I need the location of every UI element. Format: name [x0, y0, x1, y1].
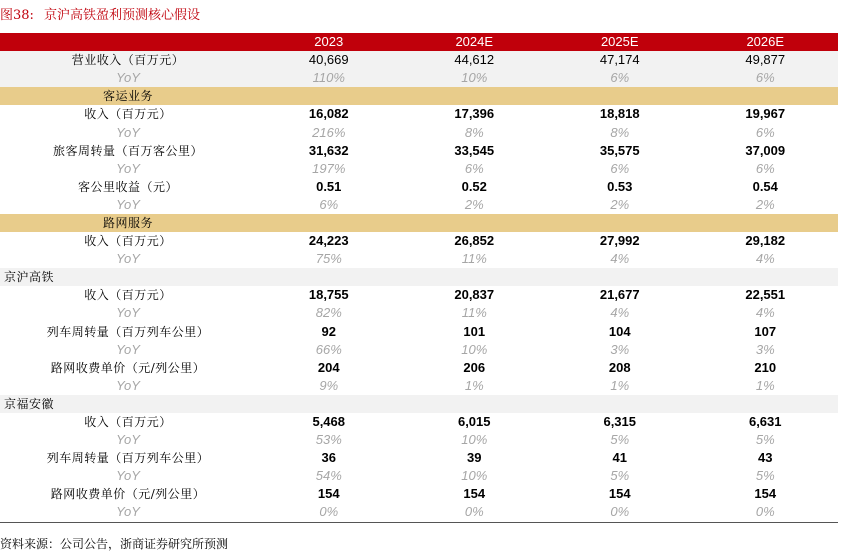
yoy-value-cell: 75% — [315, 251, 342, 267]
yoy-value-cell: 4% — [755, 305, 775, 321]
section-empty-cell — [256, 87, 402, 105]
section-empty-cell — [402, 87, 548, 105]
yoy-value-cell: 0% — [693, 503, 839, 522]
section-empty-cell — [693, 214, 839, 232]
metric-value-cell: 41 — [612, 450, 627, 466]
metric-value-cell: 39 — [467, 450, 482, 466]
yoy-value-cell: 6% — [464, 160, 484, 176]
yoy-value-cell: 10% — [402, 69, 548, 87]
metric-label: 营业收入（百万元） — [0, 51, 256, 69]
yoy-label: YoY — [116, 196, 140, 212]
forecast-table — [0, 33, 838, 523]
metric-value-cell: 6,631 — [748, 414, 782, 430]
yoy-value-cell: 11% — [461, 305, 487, 321]
metric-row — [0, 286, 838, 304]
yoy-value-cell: 0% — [547, 503, 693, 522]
metric-row — [0, 413, 838, 431]
metric-row — [0, 449, 838, 467]
yoy-label: YoY — [116, 305, 140, 321]
metric-value-cell: 18,755 — [308, 287, 349, 303]
metric-value-cell: 43 — [758, 450, 773, 466]
metric-label: 收入（百万元） — [84, 415, 172, 430]
yoy-value-cell: 110% — [256, 69, 402, 87]
yoy-value-cell: 4% — [755, 251, 775, 267]
metric-label: 收入（百万元） — [84, 288, 172, 303]
yoy-row — [0, 69, 838, 87]
yoy-value-cell: 6% — [319, 196, 339, 212]
yoy-value-cell: 8% — [464, 124, 484, 140]
yoy-value-cell: 6% — [693, 69, 839, 87]
metric-value-cell: 92 — [321, 323, 336, 339]
metric-value-cell: 6,015 — [457, 414, 491, 430]
section-empty-cell — [693, 87, 839, 105]
metric-label: 收入（百万元） — [84, 107, 172, 122]
figure-title-text: 京沪高铁盈利预测核心假设 — [43, 8, 200, 23]
header-year-cell: 2025E — [547, 33, 693, 51]
metric-value-cell: 27,992 — [599, 233, 640, 249]
yoy-row — [0, 196, 838, 214]
metric-value-cell: 210 — [754, 359, 777, 375]
figure-number: 图38: — [0, 8, 34, 23]
metric-label: 旅客周转量（百万客公里） — [52, 143, 203, 158]
metric-row — [0, 178, 838, 196]
yoy-value-cell: 2% — [464, 196, 484, 212]
metric-value-cell: 154 — [608, 486, 631, 502]
yoy-row — [0, 431, 838, 449]
yoy-value-cell: 1% — [610, 377, 630, 393]
yoy-label: YoY — [116, 341, 140, 357]
metric-value-cell: 0.52 — [461, 178, 487, 194]
metric-value-cell: 24,223 — [308, 233, 349, 249]
metric-value-cell: 40,669 — [256, 51, 402, 69]
metric-value-cell: 104 — [608, 323, 631, 339]
yoy-value-cell: 6% — [610, 160, 630, 176]
yoy-value-cell: 3% — [755, 341, 775, 357]
yoy-row — [0, 341, 838, 359]
metric-value-cell: 5,468 — [312, 414, 346, 430]
yoy-value-cell: 53% — [315, 432, 342, 448]
section-empty-cell — [547, 268, 693, 286]
metric-value-cell: 6,315 — [603, 414, 637, 430]
yoy-row — [0, 503, 838, 522]
figure-title — [0, 4, 200, 26]
section-label: 京沪高铁 — [0, 268, 256, 286]
yoy-value-cell: 1% — [464, 377, 484, 393]
metric-row — [0, 323, 838, 341]
section-header-row — [0, 395, 838, 413]
section-label: 京福安徽 — [0, 395, 256, 413]
yoy-value-cell: 197% — [312, 160, 346, 176]
yoy-row — [0, 304, 838, 322]
yoy-value-cell: 8% — [610, 124, 630, 140]
metric-value-cell: 44,612 — [402, 51, 548, 69]
metric-value-cell: 0.53 — [607, 178, 633, 194]
yoy-value-cell: 11% — [461, 251, 487, 267]
metric-value-cell: 31,632 — [308, 142, 349, 158]
yoy-value-cell: 3% — [610, 341, 630, 357]
metric-value-cell: 0.54 — [752, 178, 778, 194]
section-empty-cell — [547, 214, 693, 232]
yoy-label: YoY — [116, 160, 140, 176]
yoy-value-cell: 5% — [610, 468, 630, 484]
metric-label: 列车周转量（百万列车公里） — [46, 324, 210, 339]
metric-value-cell: 18,818 — [599, 106, 640, 122]
header-year-cell: 2026E — [693, 33, 839, 51]
yoy-row — [0, 467, 838, 485]
metric-value-cell: 154 — [754, 486, 777, 502]
metric-value-cell: 208 — [608, 359, 631, 375]
metric-value-cell: 36 — [321, 450, 336, 466]
yoy-label: YoY — [116, 251, 140, 267]
metric-value-cell: 22,551 — [745, 287, 786, 303]
section-empty-cell — [693, 268, 839, 286]
metric-value-cell: 107 — [754, 323, 777, 339]
section-header-row — [0, 214, 838, 232]
metric-value-cell: 29,182 — [745, 233, 786, 249]
section-empty-cell — [256, 395, 402, 413]
section-empty-cell — [256, 268, 402, 286]
header-year-cell: 2023 — [256, 33, 402, 51]
section-empty-cell — [402, 268, 548, 286]
yoy-value-cell: 0% — [256, 503, 402, 522]
yoy-value-cell: 10% — [461, 468, 488, 484]
section-empty-cell — [402, 395, 548, 413]
header-row — [0, 33, 838, 51]
metric-value-cell: 49,877 — [693, 51, 839, 69]
metric-row — [0, 51, 838, 69]
yoy-value-cell: 5% — [755, 432, 775, 448]
yoy-label: YoY — [116, 124, 140, 140]
yoy-value-cell: 82% — [315, 305, 342, 321]
metric-value-cell: 20,837 — [454, 287, 495, 303]
metric-value-cell: 37,009 — [745, 142, 786, 158]
metric-row — [0, 359, 838, 377]
metric-value-cell: 26,852 — [454, 233, 495, 249]
metric-value-cell: 47,174 — [547, 51, 693, 69]
metric-value-cell: 206 — [463, 359, 486, 375]
metric-row — [0, 232, 838, 250]
yoy-label: YoY — [116, 468, 140, 484]
metric-value-cell: 154 — [317, 486, 340, 502]
metric-row — [0, 105, 838, 123]
metric-label: 收入（百万元） — [84, 234, 172, 249]
yoy-value-cell: 9% — [319, 377, 339, 393]
section-label: 客运业务 — [0, 87, 256, 105]
metric-value-cell: 21,677 — [599, 287, 640, 303]
metric-row — [0, 485, 838, 503]
metric-value-cell: 0.51 — [316, 178, 342, 194]
yoy-label: YoY — [116, 377, 140, 393]
section-empty-cell — [402, 214, 548, 232]
yoy-value-cell: 4% — [610, 305, 630, 321]
section-empty-cell — [256, 214, 402, 232]
yoy-value-cell: 2% — [755, 196, 775, 212]
yoy-label: YoY — [116, 432, 140, 448]
header-blank-cell — [0, 33, 256, 51]
metric-label: 路网收费单价（元/列公里） — [50, 360, 206, 375]
yoy-row — [0, 377, 838, 395]
yoy-label: YoY — [0, 69, 256, 87]
section-empty-cell — [547, 395, 693, 413]
yoy-value-cell: 10% — [461, 341, 488, 357]
metric-value-cell: 101 — [463, 323, 486, 339]
yoy-value-cell: 4% — [610, 251, 630, 267]
source-note: 资料来源：公司公告，浙商证券研究所预测 — [0, 537, 229, 551]
yoy-row — [0, 123, 838, 141]
metric-value-cell: 17,396 — [454, 106, 495, 122]
section-header-row — [0, 268, 838, 286]
yoy-row — [0, 250, 838, 268]
metric-value-cell: 204 — [317, 359, 340, 375]
metric-row — [0, 142, 838, 160]
yoy-value-cell: 1% — [755, 377, 775, 393]
yoy-value-cell: 6% — [547, 69, 693, 87]
yoy-value-cell: 66% — [315, 341, 342, 357]
metric-value-cell: 33,545 — [454, 142, 495, 158]
yoy-row — [0, 160, 838, 178]
yoy-value-cell: 10% — [461, 432, 488, 448]
metric-value-cell: 19,967 — [745, 106, 786, 122]
section-label: 路网服务 — [0, 214, 256, 232]
yoy-value-cell: 54% — [315, 468, 342, 484]
section-empty-cell — [547, 87, 693, 105]
yoy-value-cell: 5% — [610, 432, 630, 448]
metric-value-cell: 16,082 — [308, 106, 349, 122]
metric-value-cell: 35,575 — [599, 142, 640, 158]
yoy-value-cell: 6% — [755, 160, 775, 176]
yoy-value-cell: 0% — [402, 503, 548, 522]
metric-label: 路网收费单价（元/列公里） — [50, 487, 206, 502]
section-empty-cell — [693, 395, 839, 413]
yoy-value-cell: 2% — [610, 196, 630, 212]
yoy-value-cell: 216% — [312, 124, 346, 140]
yoy-label: YoY — [0, 503, 256, 522]
metric-label: 列车周转量（百万列车公里） — [46, 451, 210, 466]
metric-value-cell: 154 — [463, 486, 486, 502]
yoy-value-cell: 5% — [755, 468, 775, 484]
metric-label: 客公里收益（元） — [77, 179, 178, 194]
yoy-value-cell: 6% — [755, 124, 775, 140]
header-year-cell: 2024E — [402, 33, 548, 51]
section-header-row — [0, 87, 838, 105]
